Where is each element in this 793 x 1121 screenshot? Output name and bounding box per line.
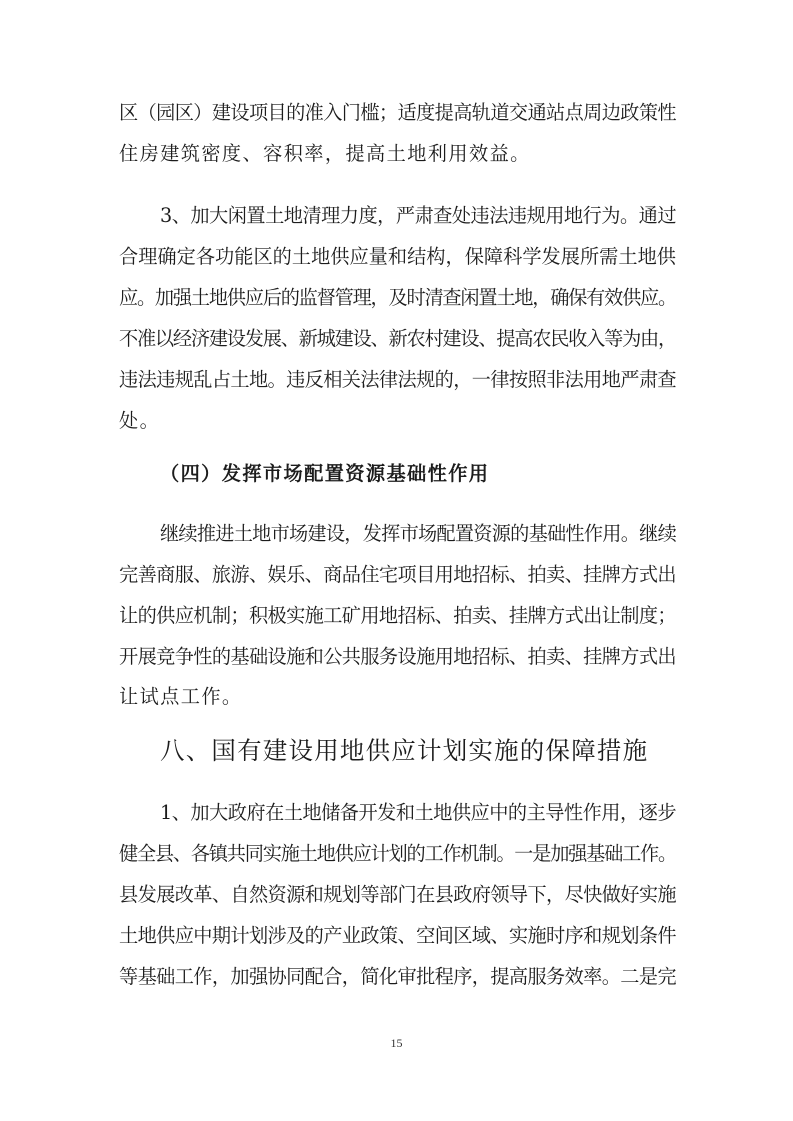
text-line: 完善商服、旅游、娱乐、商品住宅项目用地招标、拍卖、挂牌方式出	[119, 563, 676, 586]
text-line: 区（园区）建设项目的准入门槛；适度提高轨道交通站点周边政策性	[119, 101, 676, 124]
text-line: 3、加大闲置土地清理力度，严肃查处违法违规用地行为。通过	[160, 204, 677, 227]
text-line: 开展竞争性的基础设施和公共服务设施用地招标、拍卖、挂牌方式出	[119, 645, 676, 668]
text-line: 健全县、各镇共同实施土地供应计划的工作机制。一是加强基础工作。	[119, 842, 676, 865]
text-line: 违法违规乱占土地。违反相关法律法规的，一律按照非法用地严肃查	[119, 368, 676, 391]
text-line: 县发展改革、自然资源和规划等部门在县政府领导下，尽快做好实施	[119, 883, 676, 906]
text-line: 让的供应机制；积极实施工矿用地招标、拍卖、挂牌方式出让制度；	[119, 604, 676, 627]
text-line: 住房建筑密度、容积率，提高土地利用效益。	[119, 142, 531, 165]
text-line: 让试点工作。	[119, 685, 243, 708]
text-line: 应。加强土地供应后的监督管理，及时清查闲置土地，确保有效供应。	[119, 286, 676, 309]
chapter-heading: 八、国有建设用地供应计划实施的保障措施	[160, 736, 649, 765]
text-line: 1、加大政府在土地储备开发和土地供应中的主导性作用，逐步	[160, 801, 677, 824]
text-line: 继续推进土地市场建设，发挥市场配置资源的基础性作用。继续	[160, 522, 676, 545]
page-number: 15	[390, 1036, 403, 1050]
text-line: 处。	[119, 409, 161, 432]
section-heading: （四）发挥市场配置资源基础性作用	[160, 462, 490, 485]
text-line: 土地供应中期计划涉及的产业政策、空间区域、实施时序和规划条件	[119, 924, 676, 947]
text-line: 合理确定各功能区的土地供应量和结构，保障科学发展所需土地供	[119, 245, 676, 268]
text-line: 不准以经济建设发展、新城建设、新农村建设、提高农民收入等为由，	[119, 327, 676, 350]
text-line: 等基础工作，加强协同配合，简化审批程序，提高服务效率。二是完	[119, 965, 676, 988]
